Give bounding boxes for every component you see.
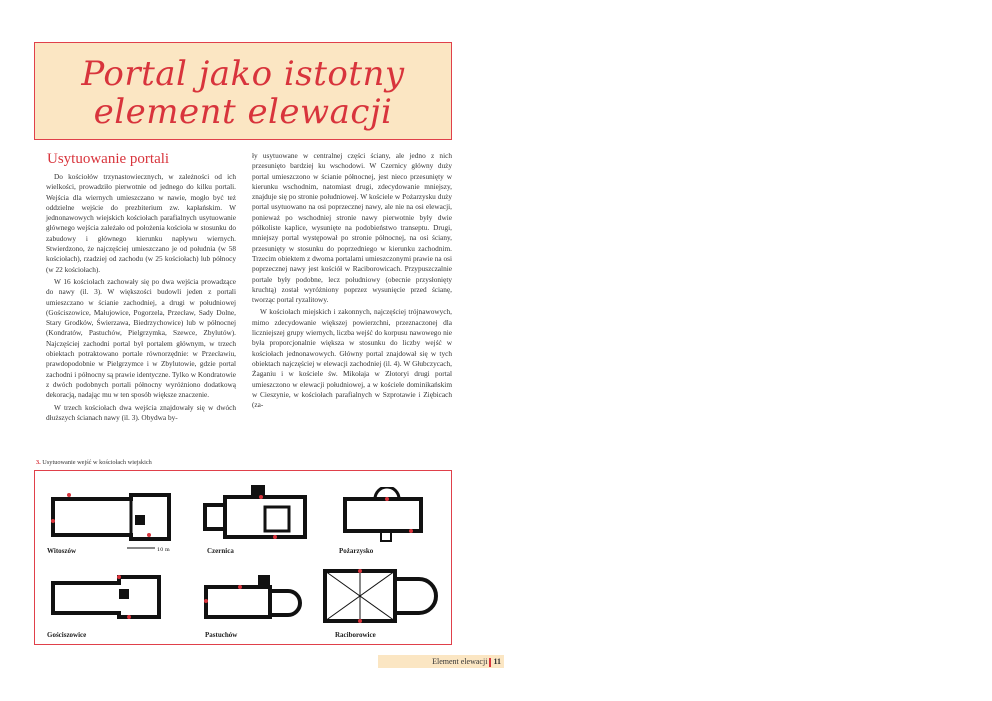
floor-plans-figure bbox=[34, 470, 452, 645]
plan-label: Gościszowice bbox=[47, 631, 87, 639]
plan-label: Pożarzysko bbox=[339, 547, 374, 555]
footer-divider bbox=[489, 658, 491, 667]
title-box bbox=[34, 42, 452, 140]
plan-label: Czernica bbox=[207, 547, 234, 555]
plan-label: Pastuchów bbox=[205, 631, 238, 639]
page-number: 11 bbox=[493, 657, 501, 666]
plan-pozarzysko bbox=[335, 487, 435, 549]
plan-label: Raciborowice bbox=[335, 631, 376, 639]
title-line-2: element elewacji bbox=[93, 92, 393, 132]
section-heading: Usytuowanie portali bbox=[47, 151, 170, 167]
text-column-1 bbox=[46, 172, 236, 425]
figure-caption bbox=[36, 459, 152, 466]
scale-bar bbox=[125, 543, 175, 553]
plan-label: Witoszów bbox=[47, 547, 77, 555]
page-footer bbox=[378, 655, 504, 668]
footer-text: Element elewacji bbox=[432, 657, 488, 666]
figure-number: 3. bbox=[36, 459, 41, 466]
plan-czernica bbox=[195, 481, 315, 551]
paragraph: ły usytuowane w centralnej części ściany, ale jedno z nich przesunięto bardziej ku wschodowi. W Czernicy główny duży portal umieszczono w ścianie północnej, jest nieco przesunięty w kierunku wschodnim, natomiast drugi, zdecydowanie mniejszy, znajduje się po stronie południowej. W kościele w Pożarzysku duży portal usytuowano na osi poprzecznej nawy, ale nie na osi elewacji, ponieważ po wschodniej stronie nawy pierwotnie były dwie półkoliste kaplice, wysunięte na podobieństwo transeptu. Drugi, mniejszy portal występował po stronie północnej, na osi ściany, przesunięty w stosunku do poprzedniego w kierunku zachodnim. Trzecim obiektem z dwoma portalami umieszczonymi prawie na osi poprzecznej nawy jest kościół w Raciborowicach. Przypuszczalnie portale były podobne, lecz południowy (obecnie przysłonięty kruchtą) został wyróżniony poprzez wysunięcie przed ścianę, tworząc portal ryzalitowy. bbox=[252, 151, 452, 305]
svg-text:10 m: 10 m bbox=[157, 547, 170, 553]
plan-pastuchow bbox=[200, 571, 310, 631]
paragraph: Do kościołów trzynastowiecznych, w zależności od ich wielkości, prowadziło pierwotnie od jednego do kilku portali. Wejścia dla wiernych umieszczano w nawie, mogło być też oddzielne wejście do prezbiterium zw. kapłańskim. W jednonawowych wiejskich kościołach parafialnych usytuowanie głównego wejścia zależało od położenia kościoła w stosunku do zabudowy i głównego kierunku napływu wiernych. Stwierdzono, że najczęściej umieszczano je od południa (w 58 kościołach), rzadziej od zachodu (w 25 kościołach) lub północy (w 22 kościołach). bbox=[46, 172, 236, 274]
plan-raciborowice bbox=[315, 561, 445, 633]
plan-gosciszowice bbox=[49, 569, 169, 631]
plan-witoszow bbox=[49, 491, 179, 551]
text-column-2 bbox=[252, 151, 452, 412]
title-line-1: Portal jako istotny bbox=[81, 54, 405, 94]
figure-caption-text: Usytuowanie wejść w kościołach wiejskich bbox=[40, 459, 152, 466]
paragraph: W 16 kościołach zachowały się po dwa wejścia prowadzące do nawy (il. 3). W większości budowli jeden z portali umieszczano w ścianie zachodniej, a drugi w południowej (Gościszowice, Małujowice, Pogorzela, Przecław, Sady Dolne, Stary Grodków, Świerzawa, Biedrzychowice) lub w północnej (Kondratów, Pastuchów, Pielgrzymka, Szewce, Zbylutów). Najczęściej zachodni portal był portalem głównym, w trzech obiektach potraktowano portale równorzędnie: w Przecławiu, prawdopodobnie w Pielgrzymce i w Zbylutowie, gdzie portal zachodni i północny są prawie identyczne. Tylko w Kondratowie z dwóch podobnych portali północny wyróżniono dodatkową dekoracją, nadając mu w ten sposób większe znaczenie. bbox=[46, 276, 236, 400]
paragraph: W kościołach miejskich i zakonnych, najczęściej trójnawowych, mimo zdecydowanie większej powierzchni, przeznaczonej dla liczniejszej grupy wiernych, liczba wejść do korpusu nawowego nie była proporcjonalnie większa w stosunku do liczby wejść w kościołach jednonawowych. Główny portal znajdował się w tych obiektach najczęściej w elewacji zachodniej (il. 4). W Głubczycach, Żaganiu i w kościele św. Mikołaja w Złotoryi drugi portal umieszczono w elewacji południowej, a w kościele dominikańskim w Cieszynie, w kościołach parafialnych w Szprotawie i Ziębicach (za- bbox=[252, 307, 452, 410]
paragraph: W trzech kościołach dwa wejścia znajdowały się w dwóch dłuższych ścianach nawy (il. 3). Obydwa by- bbox=[46, 402, 236, 422]
